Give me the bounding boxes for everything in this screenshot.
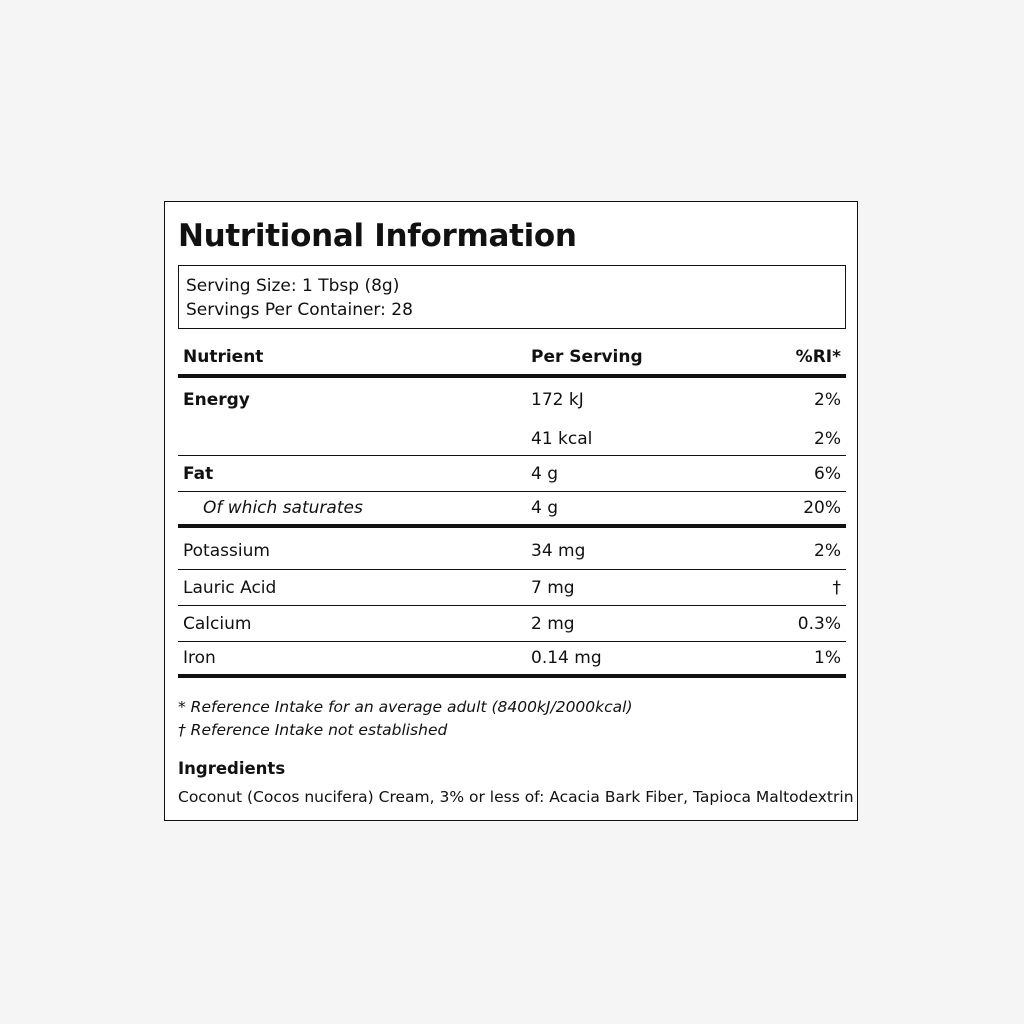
table-row-calcium [178,606,846,642]
nutrient-name: Calcium [183,613,252,634]
nutrient-name: Iron [183,648,216,668]
table-row-energy-kcal [178,422,846,456]
per-serving-value: 34 mg [531,540,586,561]
ingredients-text: Coconut (Cocos nucifera) Cream, 3% or less of: Acacia Bark Fiber, Tapioca Maltodextrin [178,788,854,806]
per-serving-value: 7 mg [531,577,575,598]
ri-value: 1% [814,648,841,668]
table-row-saturates [178,492,846,528]
nutrient-name: Fat [183,463,214,484]
table-header-row [178,340,846,378]
nutrient-name: Potassium [183,540,270,561]
footnote-dagger: † Reference Intake not established [178,721,448,739]
serving-size: Serving Size: 1 Tbsp (8g) [186,276,400,296]
nutrient-table [178,340,846,678]
table-row-potassium [178,528,846,570]
header-per-serving: Per Serving [531,347,643,367]
per-serving-value: 4 g [531,463,559,484]
per-serving-value: 41 kcal [531,428,593,449]
per-serving-value: 172 kJ [531,390,584,410]
nutrition-label [164,201,858,821]
servings-per-container: Servings Per Container: 28 [186,300,413,320]
ri-value: 2% [814,540,841,561]
per-serving-value: 0.14 mg [531,648,602,668]
table-row-energy-kj [178,378,846,422]
per-serving-value: 2 mg [531,613,575,634]
serving-info-box [178,265,846,329]
header-ri: %RI* [795,347,841,367]
table-row-fat [178,456,846,492]
nutrient-name: Of which saturates [203,498,363,518]
ri-value: 0.3% [797,613,841,634]
footnote-ri: * Reference Intake for an average adult (8400kJ/2000kcal) [178,698,633,716]
ri-value: † [832,577,841,598]
ri-value: 20% [803,498,841,518]
table-row-lauric-acid [178,570,846,606]
ri-value: 6% [814,463,841,484]
table-row-iron [178,642,846,678]
label-title: Nutritional Information [178,218,577,254]
header-nutrient: Nutrient [183,347,264,367]
footnotes [178,696,633,742]
nutrient-name: Lauric Acid [183,577,277,598]
ri-value: 2% [814,428,841,449]
per-serving-value: 4 g [531,498,559,518]
nutrient-name: Energy [183,390,250,410]
ingredients-title: Ingredients [178,759,286,778]
ri-value: 2% [814,390,841,410]
